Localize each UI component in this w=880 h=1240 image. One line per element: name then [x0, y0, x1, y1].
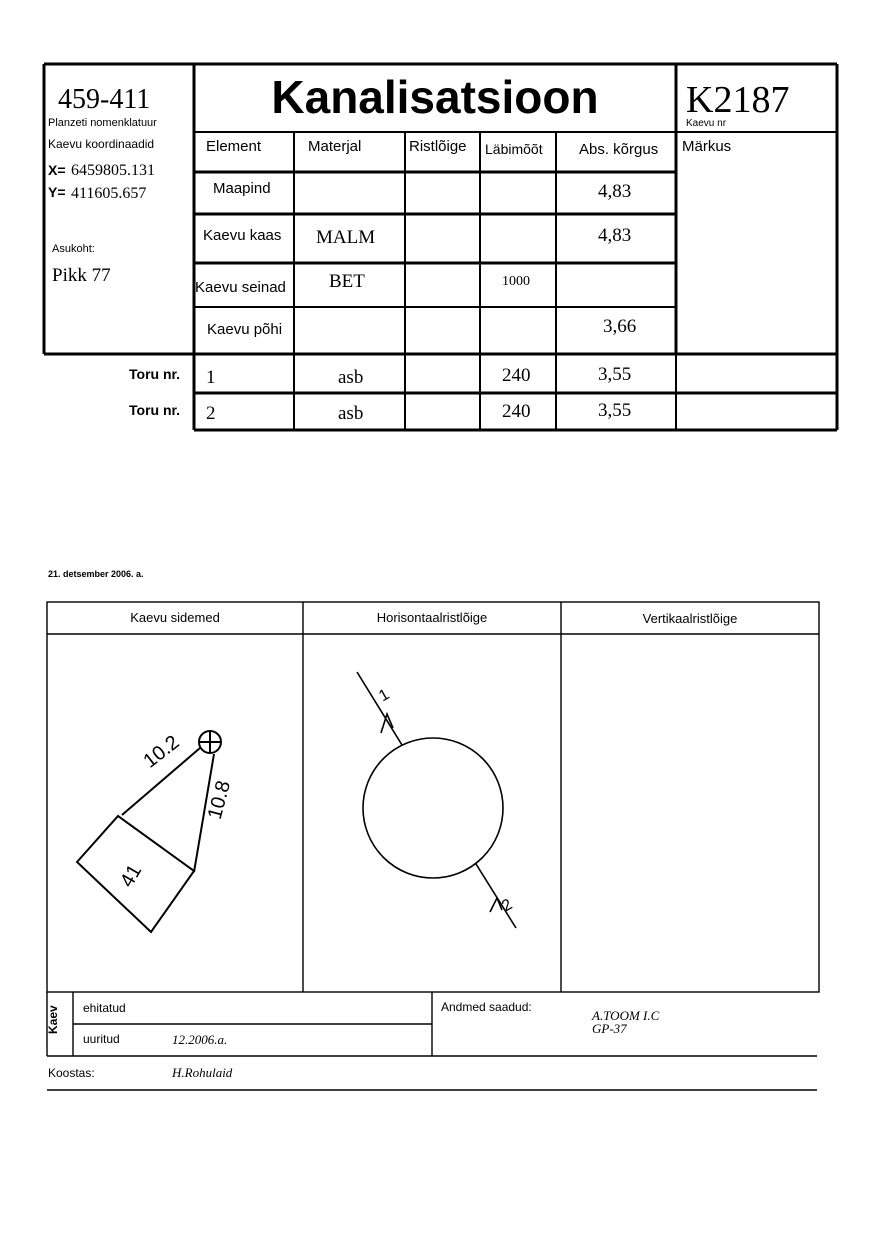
page-title: Kanalisatsioon — [271, 71, 599, 123]
row-height-bottom: 3,66 — [603, 316, 637, 337]
tie-distance-b: 10.8 — [203, 778, 236, 822]
pipe-2-material: asb — [338, 403, 364, 424]
nomenclature-value: 459-411 — [58, 84, 151, 115]
pipe-in-label: 1 — [376, 685, 393, 706]
built-label: ehitatud — [83, 1001, 126, 1015]
col-header-material: Materjal — [308, 138, 362, 155]
panel-title-vertical: Vertikaalristlõige — [642, 611, 738, 626]
col-header-note: Märkus — [682, 138, 732, 155]
surveyed-label: uuritud — [83, 1032, 120, 1046]
footer-side-label — [47, 994, 59, 1034]
row-element-cover: Kaevu kaas — [203, 227, 282, 244]
col-header-diameter: Läbimõõt — [485, 141, 543, 157]
row-height-ground: 4,83 — [598, 181, 632, 202]
pipe-1-diameter: 240 — [502, 365, 531, 386]
row-height-cover: 4,83 — [598, 225, 632, 246]
pipe-2-height: 3,55 — [598, 400, 632, 421]
row-diameter-walls: 1000 — [502, 274, 530, 289]
y-value: 411605.657 — [71, 185, 147, 202]
pipe-out-label: 2 — [499, 895, 516, 916]
surveyed-value: 12.2006.a. — [172, 1032, 228, 1047]
manhole-number: K2187 — [686, 79, 790, 121]
compiled-label: Koostas: — [48, 1066, 95, 1080]
x-label: X= — [48, 162, 66, 178]
footer-side-label-text: Kaev — [46, 1005, 60, 1034]
pipe-2-diameter: 240 — [502, 401, 531, 422]
row-element-walls: Kaevu seinad — [195, 279, 286, 296]
col-header-element: Element — [206, 138, 262, 155]
panel-title-horizontal: Horisontaalristlõige — [376, 610, 488, 625]
col-header-abs-height: Abs. kõrgus — [579, 141, 659, 158]
row-material-cover: MALM — [316, 227, 376, 248]
col-header-cross-section: Ristlõige — [409, 138, 467, 155]
building-label: 41 — [116, 860, 147, 892]
data-source-label: Andmed saadud: — [441, 1000, 532, 1014]
pipe-1-material: asb — [338, 367, 364, 388]
manhole-label: Kaevu nr — [686, 118, 727, 129]
nomenclature-label: Planzeti nomenklatuur — [48, 117, 157, 129]
document-date: 21. detsember 2006. a. — [48, 569, 144, 579]
data-source-value-2: GP-37 — [592, 1021, 627, 1036]
row-element-ground: Maapind — [213, 180, 271, 197]
pipe-1-height: 3,55 — [598, 364, 632, 385]
coords-label: Kaevu koordinaadid — [48, 137, 155, 151]
y-label: Y= — [48, 184, 66, 200]
tie-distance-a: 10.2 — [139, 731, 184, 773]
address-value: Pikk 77 — [52, 265, 111, 286]
row-element-bottom: Kaevu põhi — [207, 321, 283, 338]
pipe-2-number: 2 — [206, 403, 216, 424]
pipe-2-label: Toru nr. — [129, 402, 181, 418]
row-material-walls: BET — [329, 271, 365, 292]
data-source-value-1: A.TOOM I.C — [592, 1008, 660, 1023]
pipe-1-label: Toru nr. — [129, 366, 181, 382]
x-value: 6459805.131 — [71, 162, 155, 179]
compiled-value: H.Rohulaid — [172, 1065, 233, 1080]
address-label: Asukoht: — [52, 243, 95, 255]
panel-title-ties: Kaevu sidemed — [130, 610, 220, 625]
pipe-1-number: 1 — [206, 367, 216, 388]
